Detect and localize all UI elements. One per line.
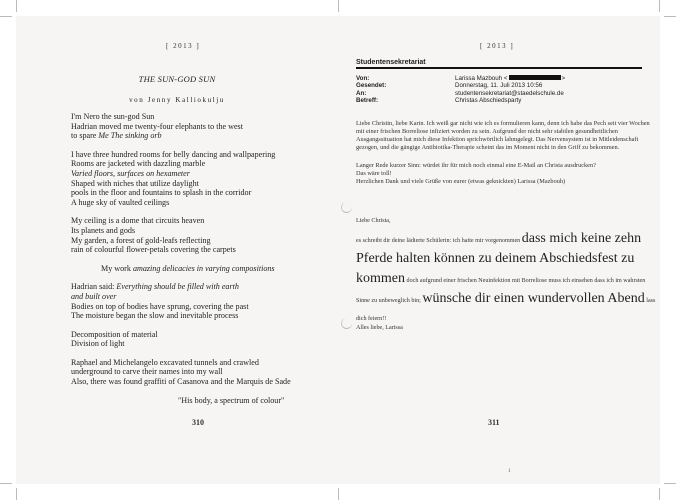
crop-mark xyxy=(0,483,12,484)
page-number: 311 xyxy=(488,418,500,427)
crop-mark xyxy=(659,0,660,12)
book-spread xyxy=(16,16,660,484)
footer-number: 1 xyxy=(508,469,511,474)
letter-large-text: dass mich keine zehn Pferde halten können zu deinem Abschiedsfest zu kommen xyxy=(356,231,642,286)
poem-line: My ceiling is a dome that circuits heaven xyxy=(71,216,205,226)
poem-line: Its planets and gods xyxy=(71,225,136,235)
email-paragraph-2 xyxy=(356,162,652,186)
scan-curl-mark xyxy=(341,202,352,213)
letter-body xyxy=(356,230,656,328)
poem-line: I have three hundred rooms for belly dancing and wallpapering xyxy=(71,149,276,159)
poem-line: My garden, a forest of gold-leafs reflecting xyxy=(71,235,211,245)
letter-small-text: doch aufgrund einer frischen Neuinfektion mit Borreliose muss ich einsehen dass ich im wahrsten Sinne zu unbeweglich bin; xyxy=(356,278,646,304)
page-number: 310 xyxy=(192,418,204,427)
poem-line: and built over xyxy=(71,291,117,301)
poem-line: Shaped with niches that utilize daylight xyxy=(71,178,199,188)
crop-mark xyxy=(659,488,660,500)
poem-line: Varied floors, surfaces on hexameter xyxy=(71,168,190,178)
printed-letter xyxy=(356,218,656,331)
letter-closing: Alles liebe, Larissa xyxy=(356,325,403,331)
right-page xyxy=(338,16,660,484)
poem-line: I'm Nero the sun-god Sun xyxy=(71,112,155,121)
crop-mark xyxy=(664,483,676,484)
letter-greeting: Liebe Christa, xyxy=(356,218,391,224)
email-paragraph: Liebe Christin, liebe Karin. Ich weiß gar nicht wie ich es formulieren kann, denn ich habe das Pech seit vier Wochen mit einer frischen Borreliose infiziert worden zu sein. Aufgrund der nicht sehr stabilen gesundheitlichen Ausgangssituation hat mich diese Infektion sprichwörtlich lahmgelegt. Das Nervensystem ist in Mitleidenschaft gezogen, und die gängige Antibiotika-Therapie scheint das im Moment nicht in den Griff zu bekommen. xyxy=(356,120,650,151)
crop-mark xyxy=(16,488,17,500)
poem-title: THE SUN-GOD SUN xyxy=(138,74,216,84)
email-header xyxy=(356,59,660,105)
poem-line: Rooms are jacketed with dazzling marble xyxy=(71,159,206,169)
poem-author: von Jenny Kalliokulju xyxy=(129,96,225,104)
email-field-row: Gesendet: Donnerstag, 11. Juli 2013 10:56 xyxy=(356,82,543,90)
poem-line: A huge sky of vaulted ceilings xyxy=(71,197,170,207)
poem-line: to spare Me The sinking orb xyxy=(71,131,162,141)
crop-mark xyxy=(0,16,12,17)
poem-line: Raphael and Michelangelo excavated tunnels and crawled xyxy=(71,357,259,367)
poem-line: Also, there was found graffiti of Casanova and the Marquis de Sade xyxy=(71,377,291,387)
email-field-row: Betreff: Christas Abschiedsparty xyxy=(356,97,522,105)
crop-mark xyxy=(338,0,339,12)
poem-line: Decomposition of material xyxy=(71,329,158,339)
poem-line: underground to carve their names into my wall xyxy=(71,367,223,377)
redaction-bar xyxy=(509,75,561,80)
crop-mark xyxy=(664,16,676,17)
poem-line: "His body, a spectrum of colour" xyxy=(178,395,285,405)
year-label: [ 2013 ] xyxy=(166,42,201,50)
poem-body xyxy=(71,112,291,405)
poem-line: Division of light xyxy=(71,339,125,349)
email-fields xyxy=(356,75,660,105)
email-line: Langer Rede kurzer Sinn: würdet ihr für mich noch einmal eine E-Mail an Christa ausdrucken? xyxy=(356,162,596,169)
email-line: Das wäre toll! xyxy=(356,170,392,177)
poem-line: Hadrian said: Everything should be filled with earth xyxy=(71,282,239,292)
crop-mark xyxy=(16,0,17,12)
year-label: [ 2013 ] xyxy=(480,42,515,50)
poem-line: Hadrian moved me twenty-four elephants to the west xyxy=(71,121,243,131)
letter-small-text: lass dich feiern!! xyxy=(356,298,656,322)
poem-line: My work amazing delicacies in varying compositions xyxy=(101,263,275,273)
poem-line: The moisture began the slow and inevitable process xyxy=(71,311,239,321)
email-field-row: An: studentensekretariat@staedelschule.de xyxy=(356,89,564,97)
poem-line: pools in the floor and fountains to splash in the corridor xyxy=(71,188,252,198)
crop-mark xyxy=(338,488,339,500)
letter-small-text: es schreibt dir deine lädierte Schülerin: ich hatte mir vorgenommen xyxy=(356,238,522,244)
poem-line: rain of colourful flower-petals covering the carpets xyxy=(71,245,236,255)
letter-large-text: wünsche dir einen wundervollen Abend xyxy=(422,291,645,306)
poem-line: Bodies on top of bodies have sprung, covering the past xyxy=(71,301,249,311)
left-page xyxy=(16,16,338,484)
email-sender-org: Studentensekretariat xyxy=(356,59,642,69)
email-line: Herzlichen Dank und viele Grüße von eurer (etwas geknickten) Larissa (Mazbouh) xyxy=(356,178,566,185)
scan-curl-mark xyxy=(341,318,352,329)
email-field-row: Von: Larissa Mazbouh < > xyxy=(356,75,566,82)
